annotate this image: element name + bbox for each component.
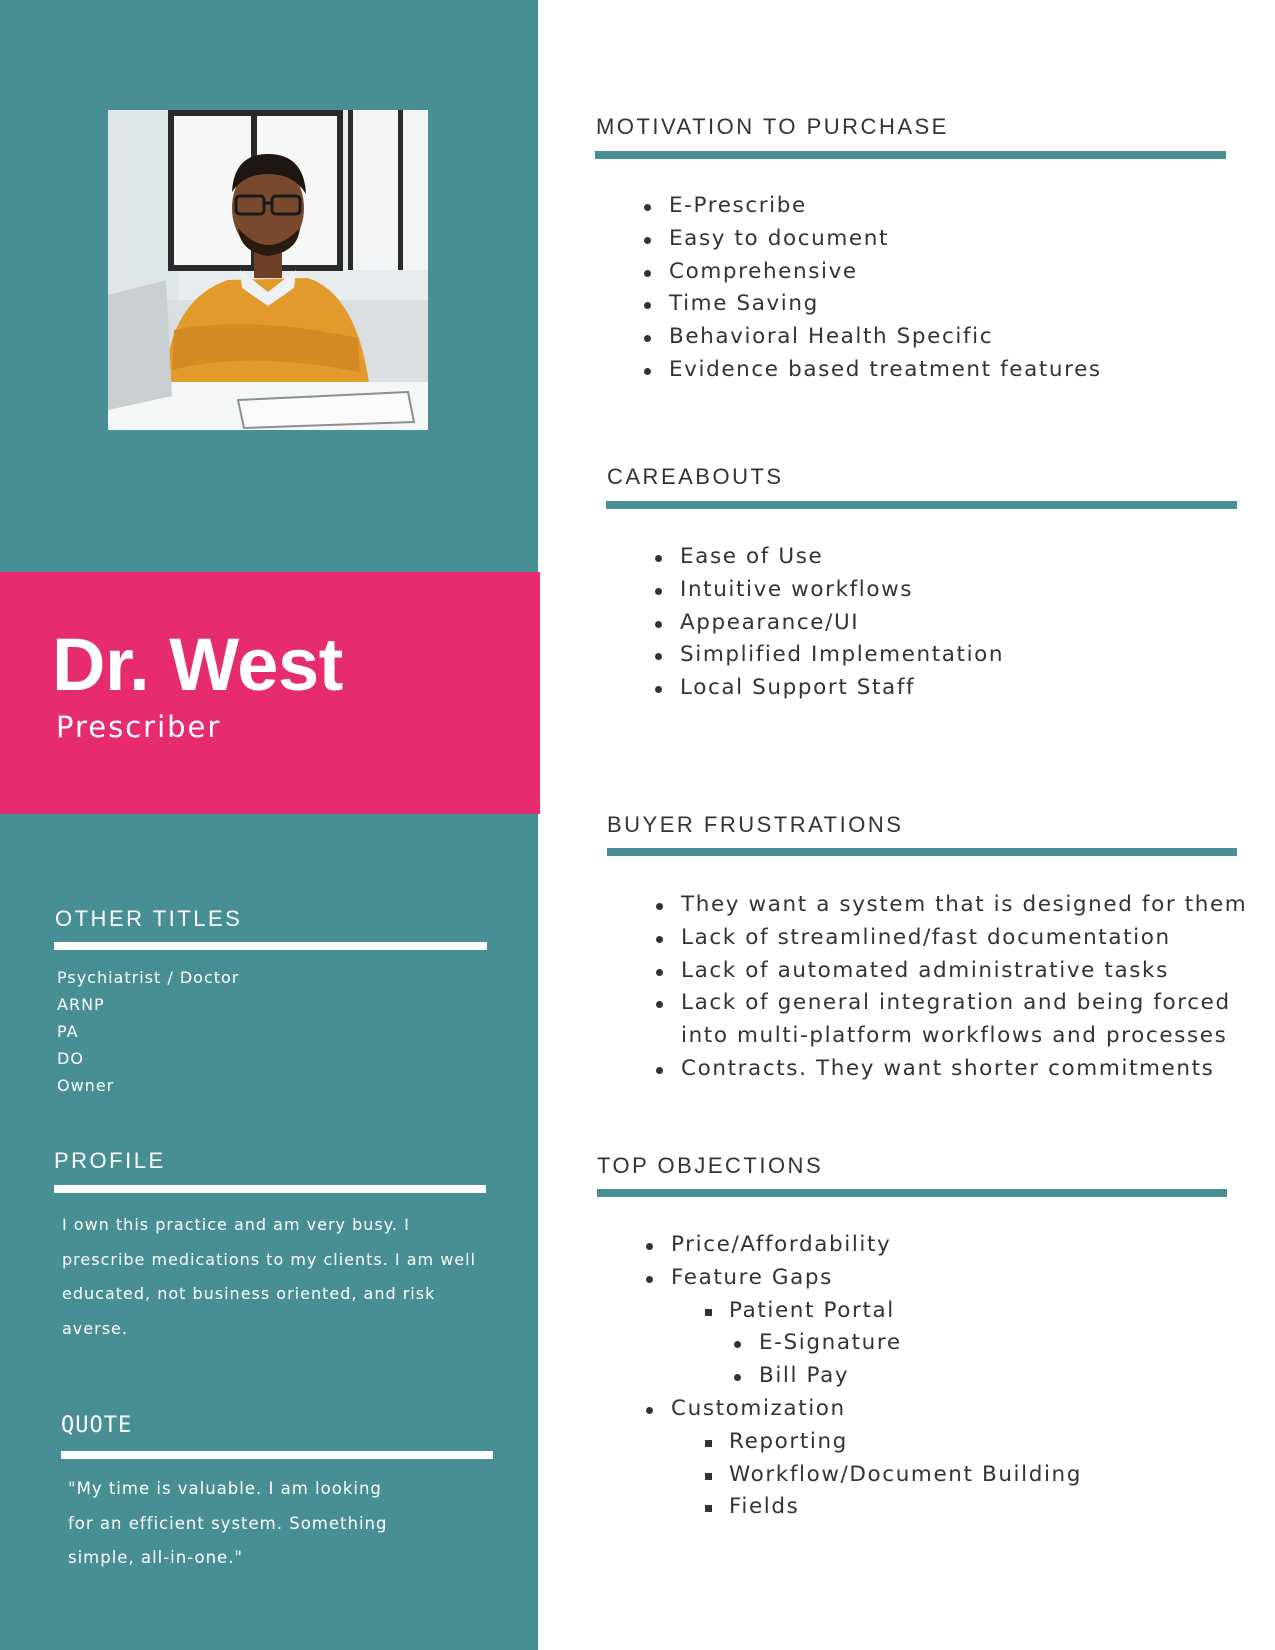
careabouts-heading: CAREABOUTS: [607, 464, 784, 489]
list-item: Owner: [57, 1076, 115, 1095]
list-item: Psychiatrist / Doctor: [57, 968, 240, 987]
objections-heading: TOP OBJECTIONS: [597, 1153, 824, 1178]
motivation-divider: [595, 151, 1226, 159]
frustrations-heading: BUYER FRUSTRATIONS: [607, 812, 904, 837]
persona-photo: [108, 110, 428, 430]
list-item: E-Signature: [645, 1327, 1082, 1360]
list-item: Time Saving: [643, 288, 1102, 321]
list-item: PA: [57, 1022, 79, 1041]
list-item: Simplified Implementation: [654, 639, 1004, 672]
list-item: Ease of Use: [654, 541, 1004, 574]
objections-divider: [597, 1189, 1227, 1197]
list-item: Patient Portal: [645, 1295, 1082, 1328]
profile-divider: [54, 1185, 486, 1193]
frustrations-divider: [607, 848, 1237, 856]
objections-list: [645, 1229, 1082, 1524]
list-item: Fields: [645, 1491, 1082, 1524]
list-item: Reporting: [645, 1426, 1082, 1459]
list-item: Contracts. They want shorter commitments: [655, 1053, 1247, 1086]
quote-text: "My time is valuable. I am looking for an efficient system. Something simple, all-in-one.": [68, 1479, 388, 1567]
persona-role: Prescriber: [56, 710, 222, 744]
profile-heading: PROFILE: [54, 1148, 166, 1173]
list-item: Customization: [645, 1393, 1082, 1426]
list-item: DO: [57, 1049, 84, 1068]
list-item: Workflow/Document Building: [645, 1459, 1082, 1492]
list-item: Behavioral Health Specific: [643, 321, 1102, 354]
list-item: Local Support Staff: [654, 672, 1004, 705]
motivation-heading: MOTIVATION TO PURCHASE: [596, 114, 949, 139]
other-titles-divider: [54, 942, 487, 950]
list-item: Bill Pay: [645, 1360, 1082, 1393]
motivation-list: [643, 190, 1102, 387]
list-item: Easy to document: [643, 223, 1102, 256]
list-item: Price/Affordability: [645, 1229, 1082, 1262]
profile-text: I own this practice and am very busy. I prescribe medications to my clients. I am well educated, not business oriented, and risk averse.: [62, 1215, 477, 1338]
list-item: Appearance/UI: [654, 607, 1004, 640]
list-item: Lack of streamlined/fast documentation: [655, 922, 1247, 955]
quote-divider: [61, 1451, 493, 1459]
list-item: ARNP: [57, 995, 105, 1014]
list-item: Feature Gaps: [645, 1262, 1082, 1295]
persona-photo-illustration: [108, 110, 428, 430]
list-item: E-Prescribe: [643, 190, 1102, 223]
frustrations-list: [655, 889, 1247, 1086]
list-item: Lack of automated administrative tasks: [655, 955, 1247, 988]
list-item: Evidence based treatment features: [643, 354, 1102, 387]
list-item: Intuitive workflows: [654, 574, 1004, 607]
careabouts-list: [654, 541, 1004, 705]
other-titles-list: [57, 967, 239, 1102]
list-item: Comprehensive: [643, 256, 1102, 289]
quote-heading: QUOTE: [61, 1413, 133, 1438]
list-item: They want a system that is designed for them: [655, 889, 1247, 922]
persona-name: Dr. West: [52, 623, 343, 706]
list-item: Lack of general integration and being forced into multi-platform workflows and processes: [655, 987, 1247, 1053]
other-titles-heading: OTHER TITLES: [55, 906, 243, 931]
careabouts-divider: [606, 501, 1237, 509]
